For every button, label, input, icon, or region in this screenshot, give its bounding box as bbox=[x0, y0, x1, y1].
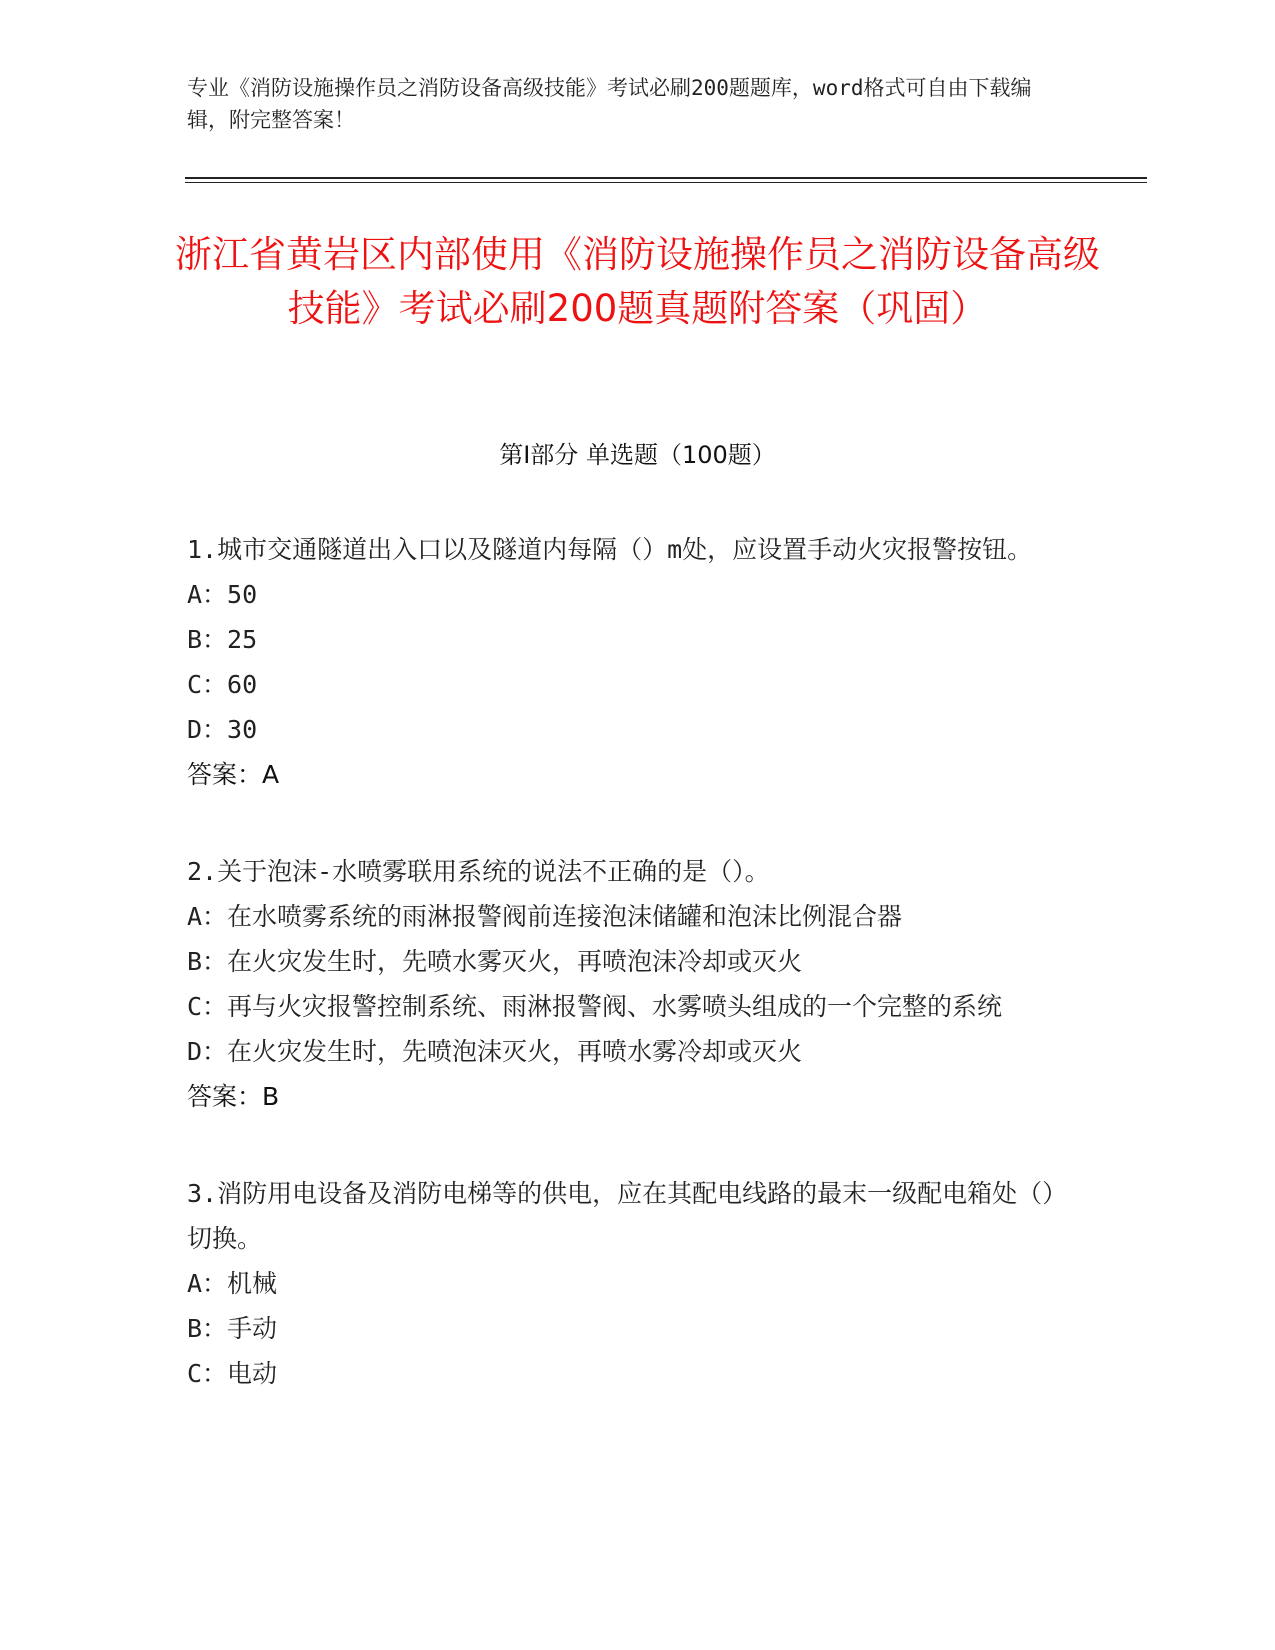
question-stem: 2.关于泡沫-水喷雾联用系统的说法不正确的是（）。 bbox=[187, 857, 770, 886]
option-a: A：在水喷雾系统的雨淋报警阀前连接泡沫储罐和泡沫比例混合器 bbox=[187, 902, 903, 931]
question-1 bbox=[187, 527, 1082, 797]
option-b: B：手动 bbox=[187, 1314, 278, 1343]
option-c: C：再与火灾报警控制系统、雨淋报警阀、水雾喷头组成的一个完整的系统 bbox=[187, 992, 1003, 1021]
answer: 答案：B bbox=[187, 1082, 280, 1111]
question-stem: 1.城市交通隧道出入口以及隧道内每隔（）m处，应设置手动火灾报警按钮。 bbox=[187, 535, 1033, 564]
answer: 答案：A bbox=[187, 760, 280, 789]
option-c: C：电动 bbox=[187, 1359, 278, 1388]
section-title: 第Ⅰ部分 单选题（100题） bbox=[499, 441, 776, 469]
question-3 bbox=[187, 1171, 1082, 1396]
option-a: A：机械 bbox=[187, 1269, 278, 1298]
header-divider bbox=[185, 177, 1147, 179]
option-a: A：50 bbox=[187, 580, 258, 609]
header-divider-thin bbox=[185, 182, 1147, 183]
option-d: D：30 bbox=[187, 715, 258, 744]
header-note: 专业《消防设施操作员之消防设备高级技能》考试必刷200题题库，word格式可自由下载编辑，附完整答案！ bbox=[187, 76, 1032, 132]
option-c: C：60 bbox=[187, 670, 258, 699]
option-b: B：在火灾发生时，先喷水雾灭火，再喷泡沫冷却或灭火 bbox=[187, 947, 803, 976]
option-b: B：25 bbox=[187, 625, 258, 654]
question-list bbox=[187, 527, 1082, 1448]
document-title: 浙江省黄岩区内部使用《消防设施操作员之消防设备高级技能》考试必刷200题真题附答案（巩固） bbox=[175, 233, 1100, 330]
question-2 bbox=[187, 849, 1082, 1119]
option-d: D：在火灾发生时，先喷泡沫灭火，再喷水雾冷却或灭火 bbox=[187, 1037, 803, 1066]
question-stem: 3.消防用电设备及消防电梯等的供电，应在其配电线路的最末一级配电箱处（）切换。 bbox=[187, 1179, 1068, 1253]
